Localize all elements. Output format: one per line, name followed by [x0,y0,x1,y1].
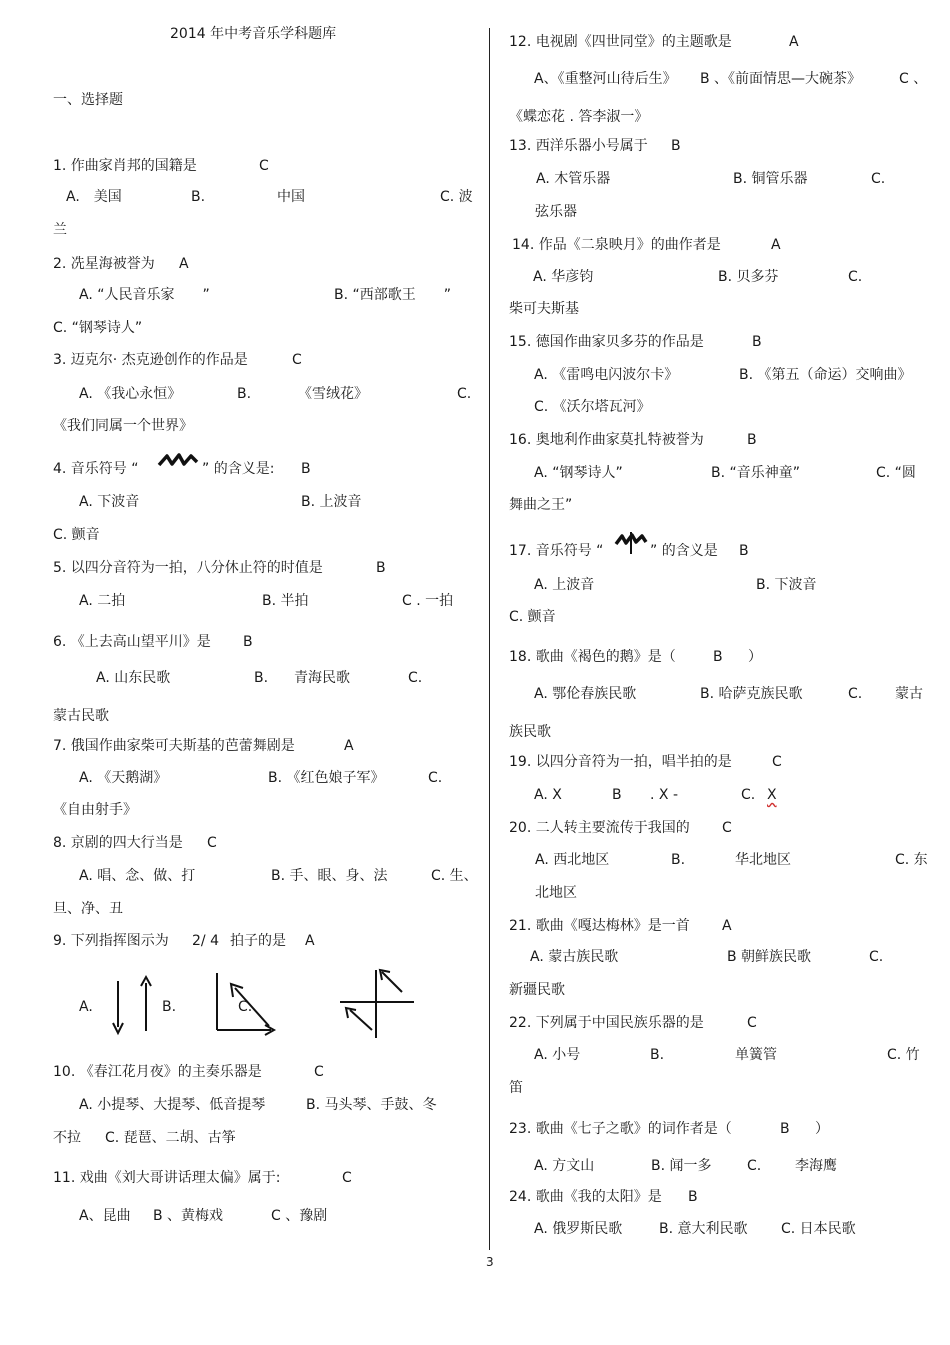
option-continuation: 舞曲之王” [509,497,573,513]
option-a: A. 西北地区 [535,852,610,868]
question-stem: 2. 冼星海被誉为 [53,256,155,272]
option-a: A. 俄罗斯民歌 [534,1221,623,1237]
option-c: C. 东 [895,852,928,868]
answer-key: B [739,543,749,559]
option-b-text: 华北地区 [735,852,791,868]
answer-key: A [344,738,354,754]
answer-key: C [772,754,782,770]
answer-key: A [771,237,781,253]
option-continuation: 柴可夫斯基 [509,301,579,317]
option-b: B. 铜管乐器 [733,171,808,187]
column-divider [489,28,490,1250]
question-stem: 3. 迈克尔· 杰克逊创作的作品是 [53,352,248,368]
option-b: B. 意大利民歌 [659,1221,748,1237]
option-c: C. “圆 [876,465,916,481]
question-stem: 8. 京剧的四大行当是 [53,835,183,851]
option-b-text: 单簧管 [735,1047,777,1063]
option-b: B. [237,386,252,402]
answer-key: B [780,1121,790,1137]
option-c: C . 一拍 [402,593,454,609]
answer-key: C [259,158,269,174]
option-c: C. 竹 [887,1047,920,1063]
option-continuation: 笛 [509,1080,523,1096]
option-continuation: 北地区 [535,885,577,901]
answer-key: C [292,352,302,368]
option-a: A. “人民音乐家 ” [79,287,210,303]
question-stem: 15. 德国作曲家贝多芬的作品是 [509,334,704,350]
option-b-text: 《雪绒花》 [298,386,368,402]
option-c-text: X [767,787,777,803]
option-c-text: 蒙古 [895,686,923,702]
answer-key: B [747,432,757,448]
option-b-text: 中国 [277,189,305,205]
option-b: B. 哈萨克族民歌 [700,686,803,702]
option-b: B. 马头琴、手鼓、冬 [306,1097,437,1113]
option-c: C. 生、 [431,868,478,884]
question-stem: 1. 作曲家肖邦的国籍是 [53,158,197,174]
option-c: C. 琵琶、二胡、古筝 [105,1130,236,1146]
answer-key: B [688,1189,698,1205]
option-a: A. 美国 [66,189,122,205]
question-stem-close: ） [748,649,762,665]
option-b: B. [671,852,686,868]
option-a: A. “钢琴诗人” [534,465,623,481]
question-stem: 20. 二人转主要流传于我国的 [509,820,690,836]
option-b: B. [191,189,206,205]
question-stem: 11. 戏曲《刘大哥讲话理太偏》属于: [53,1170,281,1186]
option-b: B. “西部歌王 ” [334,287,452,303]
option-a: A. 下波音 [79,494,140,510]
answer-key: C [314,1064,324,1080]
answer-key: C [722,820,732,836]
option-c: C. [741,787,756,803]
option-b: B. [254,670,269,686]
option-b-text: 青海民歌 [294,670,350,686]
option-continuation: 《蝶恋花 . 答李淑一》 [509,109,649,125]
option-a: A、昆曲 [79,1208,131,1224]
option-b-text: . X - [650,787,678,803]
option-a: A. 小号 [534,1047,581,1063]
option-a: A. 鄂伦春族民歌 [534,686,637,702]
option-c: C. [848,686,863,702]
answer-key: C [342,1170,352,1186]
option-c: C 、豫剧 [271,1208,328,1224]
option-c: C. 颤音 [509,609,556,625]
option-a: A. 方文山 [534,1158,595,1174]
option-c: C. [408,670,423,686]
option-b: B. 贝多芬 [718,269,779,285]
option-continuation: 蒙古民歌 [53,708,109,724]
option-a: A. 唱、念、做、打 [79,868,196,884]
option-a: A. 华彦钧 [533,269,594,285]
question-stem: 7. 俄国作曲家柴可夫斯基的芭蕾舞剧是 [53,738,295,754]
option-a: A. 木管乐器 [536,171,611,187]
option-b: B. “音乐神童” [711,465,801,481]
option-continuation: 弦乐器 [535,204,577,220]
question-stem: 21. 歌曲《嘎达梅林》是一首 [509,918,690,934]
answer-key: A [179,256,189,272]
question-stem: 6. 《上去高山望平川》是 [53,634,211,650]
question-stem: 18. 歌曲《褐色的鹅》是（ [509,649,676,665]
option-c: C. 日本民歌 [781,1221,856,1237]
question-stem: 5. 以四分音符为一拍，八分休止符的时值是 [53,560,323,576]
option-c: C. 《沃尔塔瓦河》 [534,399,651,415]
option-b: B 朝鲜族民歌 [727,949,812,965]
section-heading: 一、选择题 [53,92,123,108]
conducting-pattern-4-4-icon [338,968,416,1040]
question-stem-close: ） [815,1121,829,1137]
option-continuation: 新疆民歌 [509,982,565,998]
question-stem: 13. 西洋乐器小号属于 [509,138,648,154]
answer-key: A [305,933,315,949]
option-a: A. 蒙古族民歌 [530,949,619,965]
option-c: C. [871,171,886,187]
option-continuation: 不拉 [53,1130,81,1146]
question-stem: 23. 歌曲《七子之歌》的词作者是（ [509,1121,732,1137]
question-stem: 12. 电视剧《四世同堂》的主题歌是 [509,34,732,50]
option-a: A. 上波音 [534,577,595,593]
answer-key: C [747,1015,757,1031]
question-stem: 9. 下列指挥图示为 [53,933,169,949]
option-b: B. 半拍 [262,593,309,609]
option-b: B. [162,999,177,1015]
option-b: B. [650,1047,665,1063]
option-a: A. 《雷鸣电闪波尔卡》 [534,367,679,383]
option-b: B. 上波音 [301,494,362,510]
option-b: B. 《第五（命运）交响曲》 [739,367,912,383]
option-a: A. [79,999,93,1015]
answer-key: B [713,649,723,665]
answer-key: B [376,560,386,576]
option-b: B. 闻一多 [651,1158,712,1174]
conducting-pattern-2-4-icon [106,975,156,1037]
option-continuation: 《我们同属一个世界》 [53,418,193,434]
answer-key: C [207,835,217,851]
option-c: C. [747,1158,762,1174]
option-a: A. 山东民歌 [96,670,171,686]
answer-key: B [671,138,681,154]
inverted-mordent-symbol-icon [614,530,648,556]
option-continuation: 旦、净、丑 [53,901,123,917]
option-c: C. [428,770,443,786]
option-c: C. [457,386,472,402]
option-a: A. 小提琴、大提琴、低音提琴 [79,1097,266,1113]
answer-key: B [301,461,311,477]
question-stem: 24. 歌曲《我的太阳》是 [509,1189,662,1205]
question-stem-end: ” 的含义是: [202,461,275,477]
option-a: A. X [534,787,562,803]
answer-key: B [243,634,253,650]
page-title: 2014 年中考音乐学科题库 [170,26,337,42]
option-b: B. 《红色娘子军》 [268,770,385,786]
question-stem-end: ” 的含义是 [650,543,718,559]
option-continuation: 族民歌 [509,724,551,740]
question-stem: 19. 以四分音符为一拍，唱半拍的是 [509,754,732,770]
option-b: B [612,787,622,803]
question-stem: 16. 奥地利作曲家莫扎特被誉为 [509,432,704,448]
answer-key: A [789,34,799,50]
option-a: A. 二拍 [79,593,126,609]
option-b: B. 下波音 [756,577,817,593]
question-stem: 17. 音乐符号 “ [509,543,604,559]
option-c: C. 波 [440,189,473,205]
question-stem-end: 拍子的是 [230,933,286,949]
time-signature: 2/ 4 [192,933,219,949]
option-c: C 、 [899,71,928,87]
option-b: B 、《前面情思—大碗茶》 [700,71,862,87]
option-c-text: 李海鹰 [795,1158,837,1174]
option-continuation: 《自由射手》 [53,802,137,818]
answer-key: A [722,918,732,934]
option-c: C. [869,949,884,965]
question-stem: 14. 作品《二泉映月》的曲作者是 [512,237,721,253]
option-c: C. [238,999,253,1015]
option-a: A. 《我心永恒》 [79,386,182,402]
answer-key: B [752,334,762,350]
option-c: C. [848,269,863,285]
question-stem: 4. 音乐符号 “ [53,461,139,477]
mordent-symbol-icon [157,452,199,470]
option-c: C. “钢琴诗人” [53,320,143,336]
page-number: 3 [486,1255,494,1269]
option-a: A、《重整河山待后生》 [534,71,677,87]
option-a: A. 《天鹅湖》 [79,770,168,786]
question-stem: 22. 下列属于中国民族乐器的是 [509,1015,704,1031]
option-b: B 、黄梅戏 [153,1208,224,1224]
option-b: B. 手、眼、身、法 [271,868,388,884]
option-continuation: 兰 [53,222,67,238]
question-stem: 10. 《春江花月夜》的主奏乐器是 [53,1064,262,1080]
option-c: C. 颤音 [53,527,100,543]
